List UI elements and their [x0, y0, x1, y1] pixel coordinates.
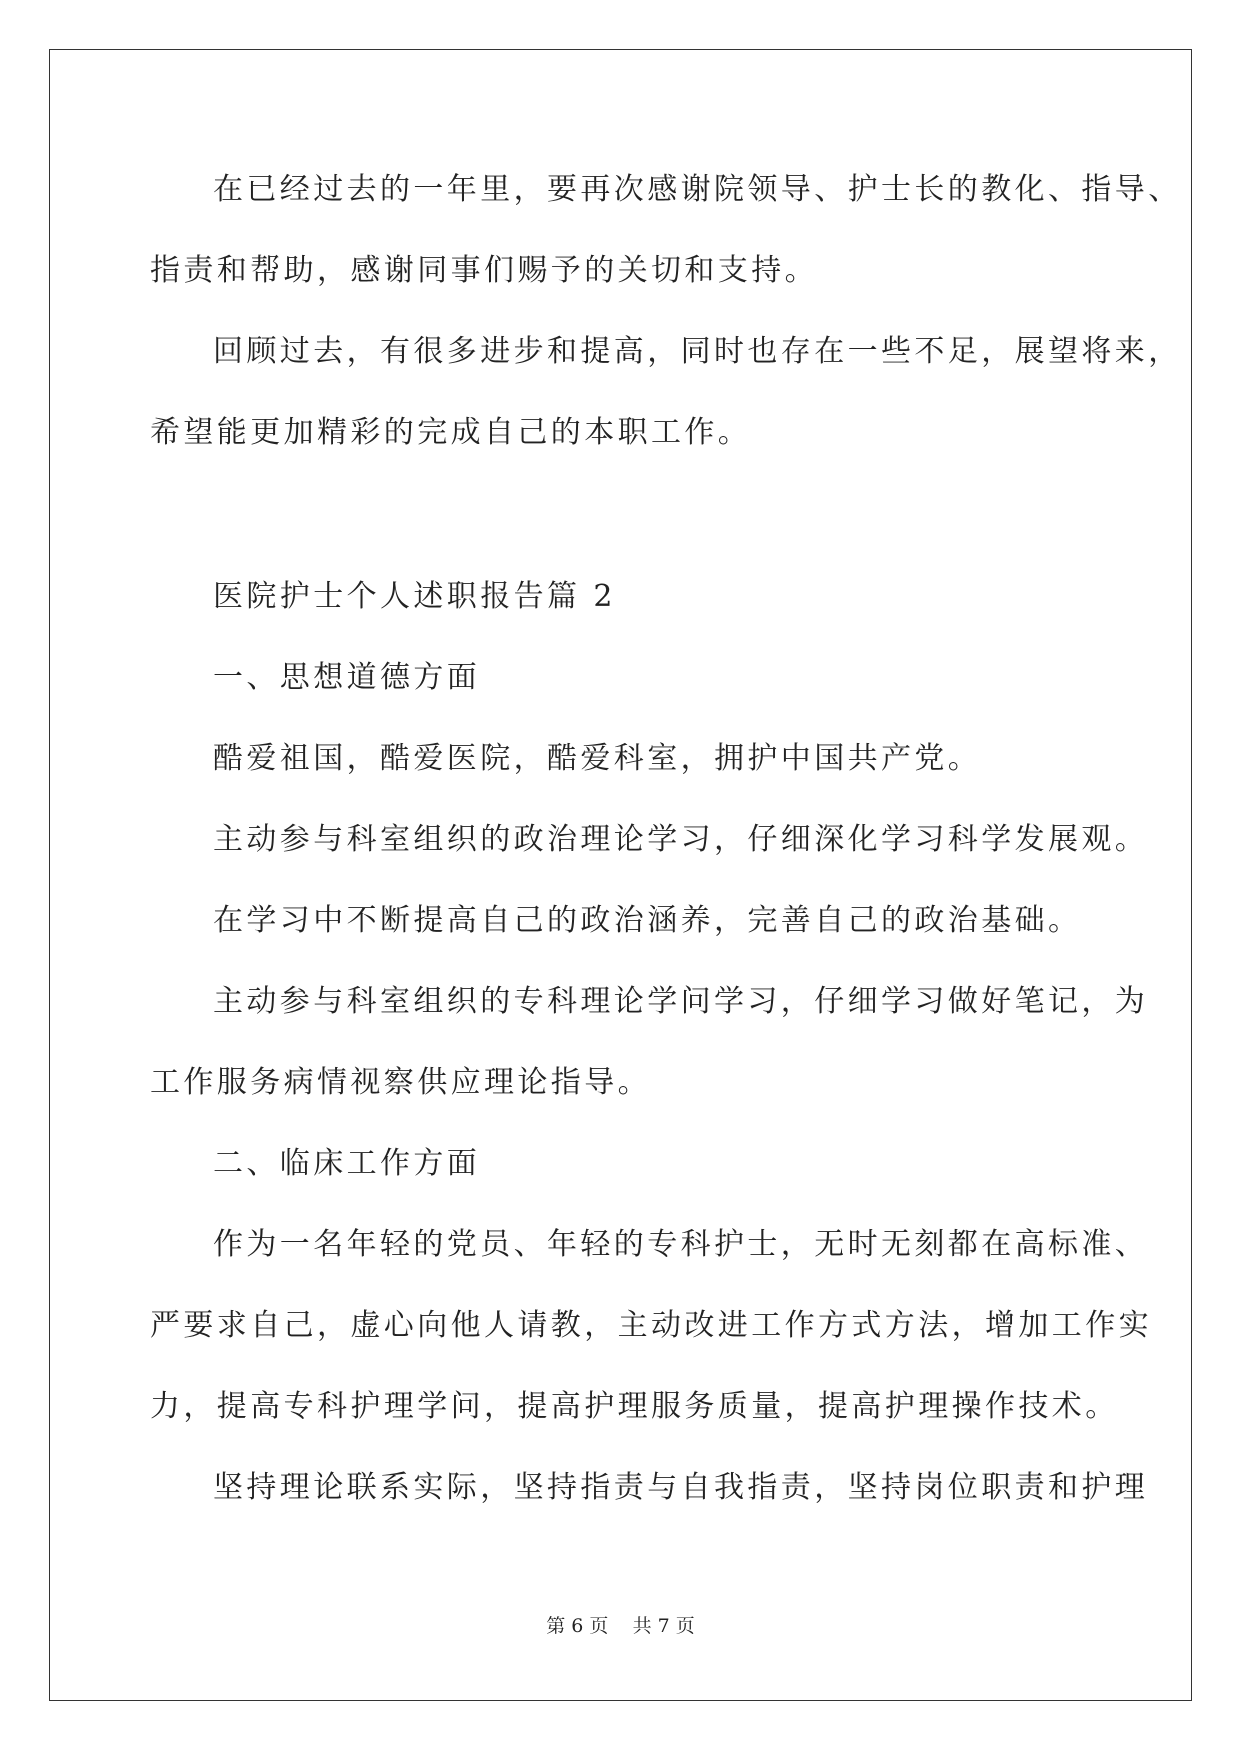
- page-footer: [0, 1614, 1241, 1638]
- text-line: 希望能更加精彩的完成自己的本职工作。: [150, 415, 752, 450]
- text-line: 作为一名年轻的党员、年轻的专科护士，无时无刻都在高标准、: [213, 1227, 1149, 1262]
- text-line: 力，提高专科护理学问，提高护理服务质量，提高护理操作技术。: [150, 1389, 1119, 1424]
- text-line: 坚持理论联系实际，坚持指责与自我指责，坚持岗位职责和护理: [213, 1470, 1149, 1505]
- text-line: 主动参与科室组织的专科理论学问学习，仔细学习做好笔记，为: [213, 984, 1149, 1019]
- text-line: 回顾过去，有很多进步和提高，同时也存在一些不足，展望将来，: [213, 334, 1182, 369]
- text-line: 在已经过去的一年里，要再次感谢院领导、护士长的教化、指导、: [213, 172, 1182, 207]
- text-line: 工作服务病情视察供应理论指导。: [150, 1065, 651, 1100]
- text-line: 严要求自己，虚心向他人请教，主动改进工作方式方法，增加工作实: [150, 1308, 1152, 1343]
- text-line: 酷爱祖国，酷爱医院，酷爱科室，拥护中国共产党。: [213, 741, 982, 776]
- text-line: 指责和帮助，感谢同事们赐予的关切和支持。: [150, 253, 818, 288]
- section-heading: 二、临床工作方面: [213, 1146, 481, 1181]
- section-heading: 一、思想道德方面: [213, 660, 481, 695]
- text-line: 主动参与科室组织的政治理论学习，仔细深化学习科学发展观。: [213, 822, 1149, 857]
- text-line: 在学习中不断提高自己的政治涵养，完善自己的政治基础。: [213, 903, 1082, 938]
- section-title: 医院护士个人述职报告篇 2: [213, 579, 616, 614]
- page-total: 共 7 页: [632, 1615, 695, 1637]
- page-number: 第 6 页: [546, 1615, 609, 1637]
- page-border: [49, 49, 1192, 1701]
